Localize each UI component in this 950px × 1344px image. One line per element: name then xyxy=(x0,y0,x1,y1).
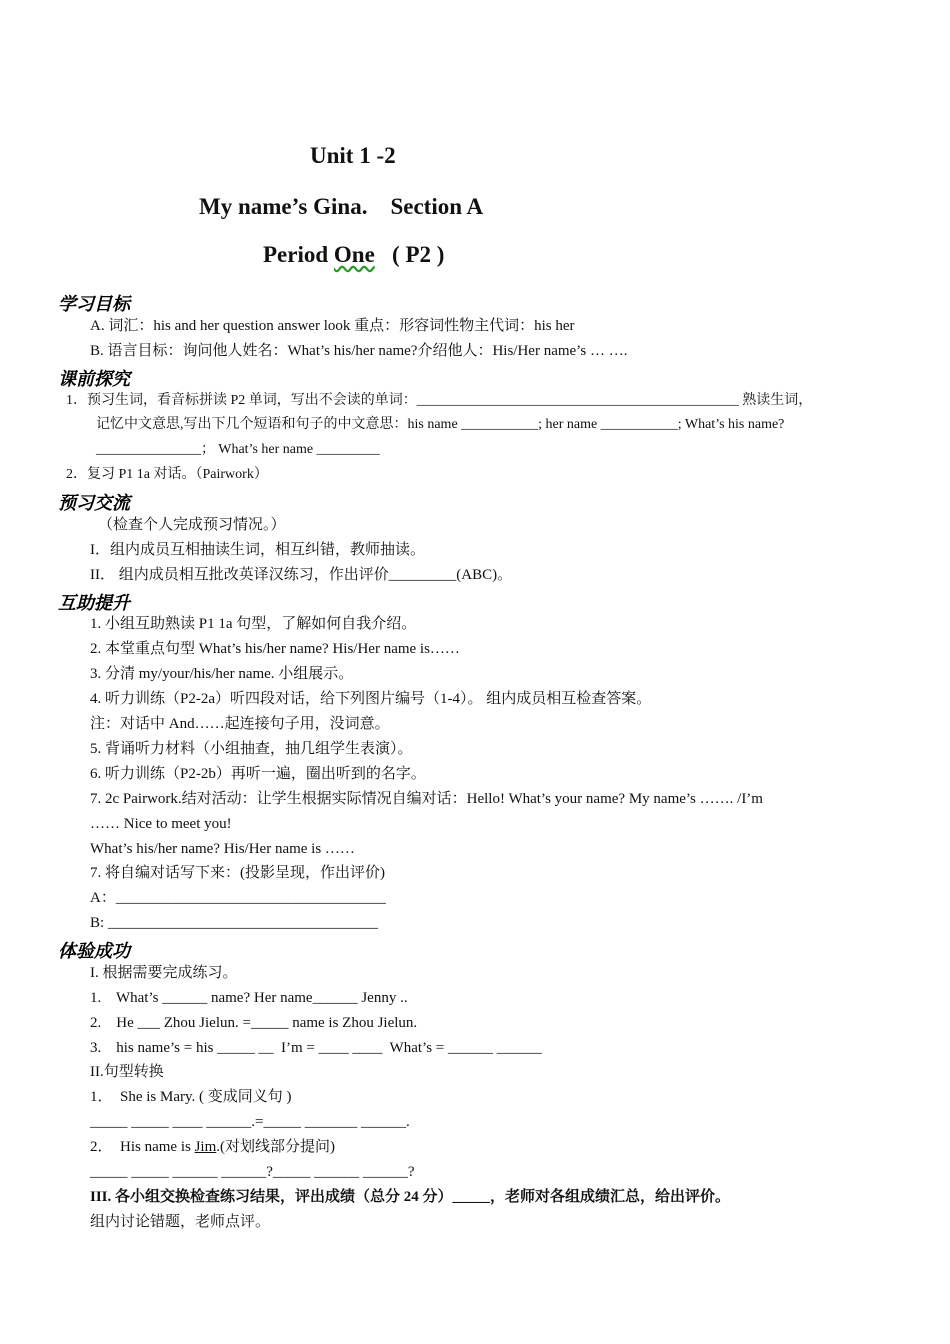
improve-line-3: 3. 分清 my/your/his/her name. 小组展示。 xyxy=(90,666,354,682)
period-title xyxy=(263,242,444,268)
exchange-ii: II． 组内成员相互批改英译汉练习，作出评价_________(ABC)。 xyxy=(90,567,513,583)
exchange-note: （检查个人完成预习情况。） xyxy=(98,517,286,533)
exercise-ii-title: II.句型转换 xyxy=(90,1064,164,1080)
improve-line-6: 5. 背诵听力材料（小组抽查，抽几组学生表演）。 xyxy=(90,741,413,757)
preview-line-3: _______________； What’s her name _________ xyxy=(96,442,380,457)
transform-q1-answer: _____ _____ ____ ______.=_____ _______ ______. xyxy=(90,1114,410,1130)
preview-line-1: 1．预习生词，看音标拼读 P2 单词，写出不会读的单词：______________________________________________ 熟读生词， xyxy=(66,393,813,408)
improve-line-5: 注：对话中 And……起连接句子用，没词意。 xyxy=(90,716,390,732)
transform-q2-answer: _____ _____ ______ ______?_____ ______ ______? xyxy=(90,1164,415,1180)
transform-q2-prefix: 2． His name is xyxy=(90,1139,195,1155)
period-label: Period xyxy=(263,242,334,267)
closing-note: 组内讨论错题，老师点评。 xyxy=(90,1214,271,1230)
exchange-i: I．组内成员互相抽读生词，相互纠错，教师抽读。 xyxy=(90,542,425,558)
preview-line-4: 2．复习 P1 1a 对话。（Pairwork） xyxy=(66,467,268,482)
transform-q2 xyxy=(90,1137,335,1157)
exercise-iii: III. 各小组交换检查练习结果，评出成绩（总分 24 分）_____，老师对各组成绩汇总，给出评价。 xyxy=(90,1189,731,1205)
improve-line-9: …… Nice to meet you! xyxy=(90,816,232,832)
improve-heading: 互助提升 xyxy=(58,593,130,614)
underlined-name: Jim xyxy=(194,1139,217,1155)
dialog-a-line: A：____________________________________ xyxy=(90,890,386,906)
goals-language: B. 语言目标：询问他人姓名：What’s his/her name?介绍他人：His/Her name’s … …. xyxy=(90,343,628,359)
exercise-q1: 1. What’s ______ name? Her name______ Jenny .. xyxy=(90,990,408,1006)
lesson-title: My name’s Gina. Section A xyxy=(199,194,484,219)
period-page: ( P2 ) xyxy=(374,242,445,267)
improve-line-10: What’s his/her name? His/Her name is …… xyxy=(90,841,355,857)
exercise-q3: 3. his name’s = his _____ __ I’m = ____ ____ What’s = ______ ______ xyxy=(90,1040,542,1056)
exercise-q2: 2. He ___ Zhou Jielun. =_____ name is Zhou Jielun. xyxy=(90,1015,418,1031)
dialog-b-line: B: ____________________________________ xyxy=(90,915,378,931)
goals-heading: 学习目标 xyxy=(58,294,130,315)
improve-line-11: 7. 将自编对话写下来：(投影呈现，作出评价) xyxy=(90,865,385,881)
improve-line-1: 1. 小组互助熟读 P1 1a 句型，了解如何自我介绍。 xyxy=(90,616,417,632)
improve-line-7: 6. 听力训练（P2-2b）再听一遍，圈出听到的名字。 xyxy=(90,766,426,782)
improve-line-4: 4. 听力训练（P2-2a）听四段对话，给下列图片编号（1-4）。 组内成员相互检查答案。 xyxy=(90,691,652,707)
exercise-i-title: I. 根据需要完成练习。 xyxy=(90,965,238,981)
success-heading: 体验成功 xyxy=(58,941,130,962)
transform-q2-suffix: .(对划线部分提问) xyxy=(216,1139,336,1155)
preview-line-2: 记忆中文意思,写出下几个短语和句子的中文意思：his name ___________; her name ___________; What’s his name? xyxy=(96,417,785,432)
improve-line-2: 2. 本堂重点句型 What’s his/her name? His/Her name is…… xyxy=(90,641,460,657)
unit-title: Unit 1 -2 xyxy=(310,143,396,168)
goals-vocab: A. 词汇：his and her question answer look 重点：形容词性物主代词：his her xyxy=(90,318,575,334)
preview-heading: 课前探究 xyxy=(58,369,130,390)
improve-line-8: 7. 2c Pairwork.结对活动：让学生根据实际情况自编对话：Hello! What’s your name? My name’s ……. /I’m xyxy=(90,791,763,807)
period-number: One xyxy=(333,242,375,267)
exchange-heading: 预习交流 xyxy=(58,493,130,514)
transform-q1: 1． She is Mary. ( 变成同义句 ) xyxy=(90,1089,292,1105)
